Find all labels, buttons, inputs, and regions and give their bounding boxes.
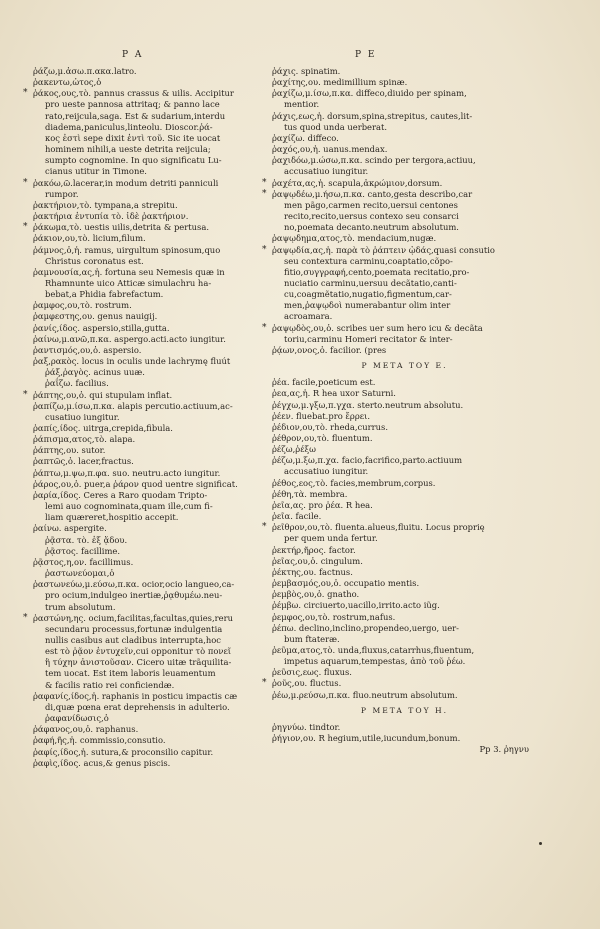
entry-line (33, 334, 298, 345)
entry-text: ῥεῖα. facile. (272, 511, 322, 522)
entry-line (33, 657, 298, 668)
entry-text: ῥεα,ας,ἡ. R hea uxor Saturni. (272, 388, 396, 399)
entry-line (33, 155, 298, 166)
entry-line (272, 667, 537, 678)
entry-line (23, 612, 298, 624)
entry-text: nuciatio carminu,uersuu decãtatio,canti- (284, 277, 457, 288)
entry-line (272, 578, 537, 589)
asterisk-marker: * (262, 244, 267, 255)
entry-text: ῥαπίς,ίδος. uitrga,crepida,fibula. (33, 423, 173, 433)
entry-text: trum absolutum. (45, 601, 116, 612)
catchword: Pp 3. ῥηγνυ (479, 744, 529, 755)
entry-text: cusatiuo iungitur. (45, 411, 120, 422)
entry-text: per quem unda fertur. (284, 533, 378, 544)
entry-text: ῥάκωμα,τὸ. uestis uilis,detrita & pertusa. (33, 222, 209, 233)
entry-text: ῥάπτω,μ.ψω,π.φα. suo. neutru.acto iungitur. (33, 467, 221, 478)
entry-line (272, 623, 537, 634)
entry-line (33, 535, 298, 546)
entry-text: ῥαφίς,ίδος,ἡ. sutura,& proconsilio capitur. (33, 746, 214, 757)
entry-text: ῥεῖθρον,ου,τὸ. fluenta.alueus,fluitu. Locus proprię (272, 522, 485, 533)
entry-line (272, 634, 537, 645)
entry-line (33, 144, 298, 155)
entry-text: ῥέπω. declino,inclino,propendeo,uergo, uer- (272, 622, 460, 633)
entry-line (33, 713, 298, 724)
entry-text: ῥεῦσις,εως. fluxus. (272, 667, 352, 678)
entry-text: Christus coronatus est. (45, 255, 144, 266)
entry-text: ῥεμβὸς,ου,ὁ. gnatho. (272, 589, 360, 600)
entry-text: ῥαίνω. aspergite. (33, 523, 107, 534)
entry-line (272, 122, 537, 133)
entry-text: ῥαχέτα,ας,ἡ. scapula,ἀκρώμιον,dorsum. (272, 177, 443, 188)
entry-text: toriu,carminu Homeri recitator & inter- (284, 333, 453, 344)
entry-text: ῥαφὶς,ίδος. acus,& genus piscis. (33, 757, 171, 768)
entry-text: ῥαχός,ου,ἡ. uanus.mendax. (272, 144, 388, 155)
entry-line (272, 289, 537, 300)
entry-line (33, 289, 298, 300)
entry-line (272, 200, 537, 211)
entry-text: ῥαχίτης,ου. medimillium spinæ. (272, 77, 408, 88)
entry-line (33, 300, 298, 311)
entry-line (272, 233, 537, 244)
entry-text: ῥᾷστος,η,ον. facillimus. (33, 556, 134, 567)
entry-text: impetus aquarum,tempestas, ἀπὸ τοῦ ῥέω. (284, 656, 466, 667)
entry-line (33, 735, 298, 746)
entry-text: secundaru processus,fortunæ indulgentia (45, 623, 223, 634)
running-head-right: P E (355, 50, 377, 60)
entry-text: ῥάφανος,ου,ὁ. raphanus. (33, 724, 139, 735)
entry-line (23, 88, 298, 99)
running-head-left: P A (122, 50, 144, 60)
entry-text: ῥεῦμα,ατος,τὸ. unda,fluxus,catarrhus,fluentum, (272, 644, 475, 655)
entry-line (33, 646, 298, 657)
entry-text: ῥᾷστα. τὸ. ἐξ ᾅδου. (45, 534, 128, 545)
entry-line (33, 590, 298, 601)
entry-line (33, 200, 298, 211)
entry-text: ῥαντισμός,ου,ὁ. aspersio. (33, 344, 142, 355)
entry-text: & facilis ratio rei conficiendæ. (45, 679, 175, 690)
entry-line (272, 400, 537, 411)
entry-text: seu contextura carminu,coaptatio,cõpo- (284, 255, 453, 266)
entry-text: ῥέεν. fluebat.pro ἔρρει. (272, 410, 371, 421)
entry-text: recito,recito,uersus contexo seu consarci (284, 211, 459, 222)
entry-line (262, 244, 537, 256)
entry-text: ῥαχίζω. diffeco. (272, 132, 339, 143)
entry-text: diadema,paniculus,linteolu. Dioscor.ῥά- (45, 121, 213, 132)
entry-line (272, 278, 537, 289)
entry-line (272, 690, 537, 701)
entry-text: ῥάκιον,ου,τὸ. licium,filum. (33, 233, 146, 244)
entry-line (272, 99, 537, 110)
entry-text: ῥαψῳδὸς,ου,ὁ. scribes uer sum hero icu & decãta (272, 322, 483, 333)
section-header: Ρ META TOY H. (360, 705, 449, 715)
entry-text: hominem nihili,a ueste detrita reijcula; (45, 144, 211, 155)
entry-line (262, 522, 537, 533)
left-column (23, 66, 298, 769)
entry-text: ῥήγιον,ου. R hegium,utile,iucundum,bonum. (272, 733, 461, 744)
entry-line (272, 556, 537, 567)
asterisk-marker: * (262, 678, 267, 689)
entry-line (33, 233, 298, 244)
entry-line (262, 177, 537, 189)
entry-line (272, 77, 537, 88)
entry-line (262, 188, 537, 200)
entry-text: cianus utitur in Timone. (45, 166, 147, 177)
entry-line (23, 222, 298, 233)
asterisk-marker: * (262, 522, 267, 533)
entry-line (33, 624, 298, 635)
entry-text: ῥαψῳδέω,μ.ήσω,π.κα. canto,gesta describo,car (272, 188, 473, 199)
entry-line (272, 589, 537, 600)
entry-text: ῥαπτῶς,ὁ. lacer,fractus. (33, 456, 134, 467)
entry-text: di,quæ pœna erat deprehensis in adulterio. (45, 701, 230, 712)
entry-text: ῥέκτης,ου. factnus. (272, 566, 353, 577)
entry-text: ῥαμφος,ου,τὸ. rostrum. (33, 300, 132, 311)
entry-line (33, 747, 298, 758)
entry-text: ῥαφανίδωσις,ὁ (45, 713, 109, 724)
entry-line (33, 278, 298, 289)
entry-text: bebat,a Phidia fabrefactum. (45, 289, 164, 300)
entry-text: accusatiuo iungitur. (284, 466, 369, 477)
entry-line (272, 545, 537, 556)
entry-text: no,poemata decanto.neutrum absolutum. (284, 222, 459, 233)
entry-line (33, 445, 298, 456)
entry-text: ῥακεντω,ὠτος,ὁ (33, 77, 102, 88)
entry-text: ῥαφανίς,ίδος,ἡ. raphanis in posticu impactis cæ (33, 690, 238, 701)
entry-text: ῥέδιον,ου,τὸ. rheda,currus. (272, 421, 388, 432)
entry-text: men,ῥαψῳδοὶ numerabantur olim inter (284, 300, 451, 311)
entry-text: ῥαμφεστης,ου. genus nauigij. (33, 311, 158, 322)
entry-line (33, 758, 298, 769)
entry-line (23, 177, 298, 189)
entry-text: fitio,συγγραφή,cento,poemata recitatio,pro- (284, 266, 470, 277)
entry-text: ῥεκτήρ,ῆρος. factor. (272, 544, 356, 555)
entry-text: ῥεμβασμός,ου,ὁ. occupatio mentis. (272, 578, 420, 589)
entry-text: ῥαΐζω. facilius. (45, 378, 109, 389)
asterisk-marker: * (262, 322, 267, 333)
entry-text: ῥέω,μ.ρεύσω,π.κα. fluo.neutrum absolutum. (272, 689, 458, 700)
entry-line (33, 412, 298, 423)
entry-text: ῥακτήριον,τὸ. tympana,a strepitu. (33, 199, 178, 210)
asterisk-marker: * (262, 177, 267, 188)
entry-line (33, 568, 298, 579)
entry-line (33, 401, 298, 412)
entry-line (33, 189, 298, 200)
entry-line (33, 378, 298, 389)
entry-text: tus quod unda uerberat. (284, 121, 388, 132)
entry-text: ῥαχίζω,μ.ίσω,π.κα. diffeco,diuido per spinam, (272, 88, 467, 99)
entry-text: ῥάπτης,ου,ὁ. qui stupulam inflat. (33, 389, 173, 400)
entry-line (33, 323, 298, 334)
entry-line (272, 612, 537, 623)
entry-line (33, 111, 298, 122)
entry-text: ῥαχιδόω,μ.ώσω,π.κα. scindo per tergora,actiuu, (272, 155, 476, 166)
entry-line (272, 466, 537, 477)
entry-line (33, 468, 298, 479)
entry-line (33, 546, 298, 557)
entry-line (262, 322, 537, 334)
entry-line (33, 133, 298, 144)
entry-line (33, 501, 298, 512)
entry-line (272, 211, 537, 222)
entry-text: men pãgo,carmen recito,uersui centones (284, 199, 458, 210)
asterisk-marker: * (23, 612, 28, 623)
entry-text: ῥάχις,εως,ἡ. dorsum,spina,strepitus, cautes,lit- (272, 110, 473, 121)
entry-text: accusatiuo iungitur. (284, 166, 369, 177)
entry-line (272, 422, 537, 433)
asterisk-marker: * (23, 222, 28, 233)
entry-line (272, 533, 537, 544)
entry-text: ῥέζω,ῥέξω (272, 444, 316, 455)
entry-line (33, 356, 298, 367)
section-header: Ρ META TOY E. (361, 361, 448, 371)
entry-text: ῥάζω,μ.ἀσω.π.ακα.latro. (33, 66, 137, 76)
entry-line (272, 511, 537, 522)
entry-text: ῥέα. facile,poeticum est. (272, 377, 376, 388)
entry-line (33, 602, 298, 613)
entry-line (33, 691, 298, 702)
entry-text: ῥαψῳδία,ας,ἡ. παρὰ τὸ ῥάπτειν ᾠδάς,quasi consutio (272, 244, 495, 255)
entry-line (33, 345, 298, 356)
entry-line (272, 111, 537, 122)
entry-line (33, 635, 298, 646)
entry-text: ῥάκος,ους,τὸ. pannus crassus & uilis. Accipitur (33, 88, 234, 99)
entry-text: Rhamnunte uico Atticæ simulachru ha- (45, 277, 212, 288)
entry-text: ῥέμβω. circiuerto,uacillo,irrito.acto iũg. (272, 600, 440, 611)
entry-line (272, 144, 537, 155)
entry-line (33, 579, 298, 590)
entry-text: cu,coagmẽtatio,nugatio,figmentum,car- (284, 289, 452, 300)
asterisk-marker: * (23, 177, 28, 188)
entry-line (33, 702, 298, 713)
entry-line (23, 389, 298, 401)
entry-text: ῥαρία,ίδος. Ceres a Raro quodam Tripto- (33, 489, 208, 500)
entry-text: ῥάμνος,ὁ,ἡ. ramus, uirgultum spinosum,quo (33, 244, 221, 255)
entry-text: ῥέζω,μ.ξω,π.χα. facio,facrifico,parto.actiuum (272, 455, 463, 466)
entry-text: ῥάπτης,ου. sutor. (33, 445, 106, 456)
entry-text: ῥάπισμα,ατος,τὸ. alapa. (33, 434, 136, 445)
entry-line (33, 724, 298, 735)
entry-text: tem uocat. Est item laboris leuamentum (45, 668, 216, 679)
entry-line (272, 166, 537, 177)
entry-text: ῥακόω,ῶ.lacerar,in modum detriti panniculi (33, 177, 219, 188)
entry-line (272, 377, 537, 388)
entry-line (33, 668, 298, 679)
entry-line (33, 311, 298, 322)
entry-text: ῥέθη,τὰ. membra. (272, 488, 348, 499)
entry-text: ῥᾷστος. facillime. (45, 545, 121, 556)
entry-line (272, 489, 537, 500)
entry-line (33, 490, 298, 501)
entry-text: ῥέθρον,ου,τὸ. fluentum. (272, 433, 373, 443)
entry-text: ῥηγνύω. tindtor. (272, 721, 341, 732)
entry-text: ῥαφή,ῆς,ἡ. commissio,consutio. (33, 735, 166, 746)
entry-line (272, 222, 537, 233)
entry-text: rumpor. (45, 188, 79, 199)
entry-line (33, 211, 298, 222)
entry-line (33, 99, 298, 110)
entry-text: rato,reijcula,saga. Est & sudarium,interdu (45, 110, 226, 121)
entry-text: ῥαπίζω,μ.ίσω,π.κα. alapis percutio.actiuum,ac- (33, 400, 233, 411)
entry-text: ῥαίνω,μ.ανῶ,π.κα. aspergo.acti.acto iungitur. (33, 333, 226, 344)
entry-text: ῥάχις. spinatim. (272, 66, 341, 76)
entry-line (272, 500, 537, 511)
right-column (262, 66, 537, 755)
asterisk-marker: * (262, 188, 267, 199)
asterisk-marker: * (23, 88, 28, 99)
entry-text: κος ἐστὶ sepe dixit ἐντὶ τοῦ. Sic ite uocat (45, 132, 221, 143)
entry-text: ῥαψῳδημα,ατος,τὸ. mendacium,nugæ. (272, 233, 437, 244)
entry-text: ῥαμνουσία,ας,ἡ. fortuna seu Nemesis quæ in (33, 266, 225, 277)
entry-line (272, 311, 537, 322)
entry-line (272, 600, 537, 611)
entry-line (272, 345, 537, 356)
entry-text: ῥεμφος,ου,τὸ. rostrum,nafus. (272, 611, 396, 622)
asterisk-marker: * (23, 389, 28, 400)
entry-line (33, 166, 298, 177)
entry-line (272, 133, 537, 144)
entry-line (272, 411, 537, 422)
entry-line (33, 680, 298, 691)
entry-line (272, 256, 537, 267)
entry-text: ῥεῖα,ας. pro ῥέα. R hea. (272, 499, 373, 510)
entry-line (33, 256, 298, 267)
entry-text: mentior. (284, 99, 320, 110)
entry-line (33, 512, 298, 523)
entry-line (272, 388, 537, 399)
entry-text: ῥᾴων,ονος,ὁ. facilior. (pres (272, 344, 387, 355)
entry-line (272, 88, 537, 99)
entry-line (33, 423, 298, 434)
entry-line (272, 300, 537, 311)
entry-line (272, 567, 537, 578)
entry-text: ῥακτήρια ἐντυπία τὸ. ἰδὲ ῥακτήριον. (33, 211, 189, 222)
entry-text: ῥαστωνεύομαι,ὁ (45, 568, 115, 579)
entry-text: pro ueste pannosa attritaq; & panno lace (45, 99, 220, 110)
entry-text: ῥέγχω,μ.γξω,π.γχα. sterto.neutrum absolutu. (272, 399, 464, 410)
entry-text: ῥαξ,ρακὸς. locus in oculis unde lachrymę fluút (33, 356, 231, 367)
entry-text: ῥαστωνεύω,μ.εύσω,π.κα. ocior,ocio langueo,ca- (33, 579, 235, 590)
entry-line (33, 66, 298, 77)
entry-line (33, 456, 298, 467)
entry-line (272, 656, 537, 667)
entry-line (33, 557, 298, 568)
entry-line (33, 479, 298, 490)
entry-text: sumpto cognomine. In quo significatu Lu- (45, 155, 222, 166)
ink-blot (539, 842, 542, 845)
entry-text: est τὸ ῥᾷον ἐντυχεῖν,cui opponitur τὸ πονεῖ (45, 646, 232, 657)
entry-line (272, 478, 537, 489)
entry-text: ῥαστώνη,ης. ocium,facilitas,facultas,quies,reru (33, 612, 233, 623)
entry-line (272, 444, 537, 455)
entry-text: nullis casibus aut cladibus interrupta,hoc (45, 634, 221, 645)
entry-line (272, 722, 537, 733)
entry-line (272, 267, 537, 278)
entry-text: pro ocium,indulgeo inertiæ,ῥᾳθυμέω.neu- (45, 590, 223, 601)
entry-text: ἢ τύχην ἀνιστοῦσαν. Cicero uitæ trãquilita- (45, 657, 232, 668)
entry-line (33, 367, 298, 378)
entry-line (33, 523, 298, 534)
entry-line (272, 66, 537, 77)
entry-text: ῥεῖας,ου,ὁ. cingulum. (272, 555, 363, 566)
entry-text: ῥοῦς,ου. fluctus. (272, 678, 342, 689)
entry-line (262, 678, 537, 689)
entry-line (272, 733, 537, 744)
entry-text: acroamara. (284, 311, 333, 322)
entry-line (272, 155, 537, 166)
entry-line (272, 433, 537, 444)
entry-text: ῥέθος,εος,τὸ. facies,membrum,corpus. (272, 477, 436, 488)
entry-text: liam quæreret,hospitio accepit. (45, 512, 179, 523)
entry-line (272, 455, 537, 466)
entry-line (33, 267, 298, 278)
entry-line (33, 245, 298, 256)
entry-text: ῥανίς,ίδος. aspersio,stilla,gutta. (33, 322, 170, 333)
entry-line (272, 334, 537, 345)
entry-line (272, 645, 537, 656)
entry-text: ῥάρος,ου,ὁ. puer,a ῥάρον quod uentre significat. (33, 478, 238, 489)
entry-text: lemi auo cognominata,quam ille,cum fi- (45, 501, 213, 512)
entry-line (33, 122, 298, 133)
entry-line (33, 77, 298, 88)
entry-text: bum ftateræ. (284, 633, 340, 644)
entry-line (33, 434, 298, 445)
entry-text: ῥάξ,ῥαγὸς. acinus uuæ. (45, 367, 145, 378)
